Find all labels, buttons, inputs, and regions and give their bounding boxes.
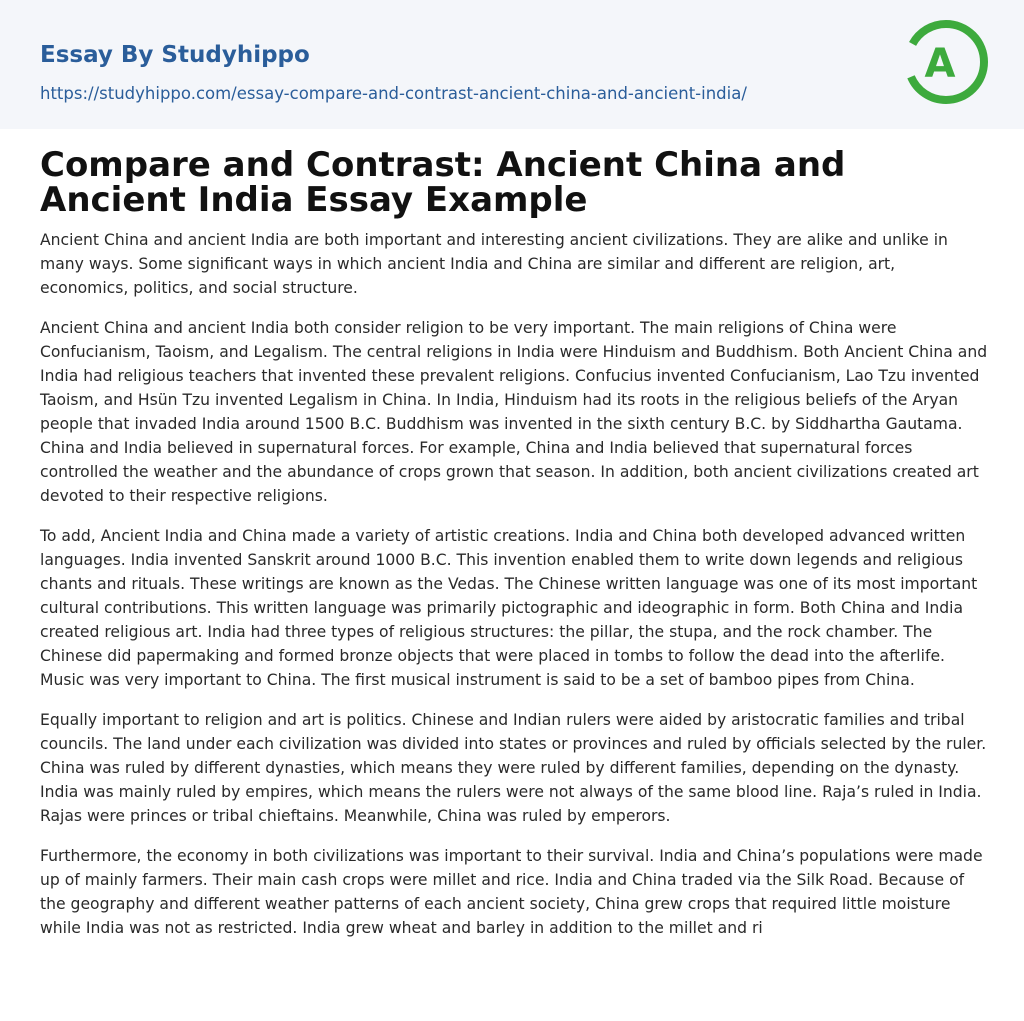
article-title: Compare and Contrast: Ancient China and Ancient India Essay Example (40, 145, 846, 220)
logo-letter: A (924, 41, 956, 87)
article-body (40, 228, 988, 956)
paragraph-economy: Furthermore, the economy in both civilizations was important to their survival. India and China’s populations were made up of mainly farmers. Their main cash crops were millet and rice. India and China traded via the Silk Road. Because of the geography and different weather patterns of each ancient society, China grew crops that required little moisture while India was not as restricted. India grew wheat and barley in addition to the millet and ri (40, 847, 983, 937)
paragraph-politics: Equally important to religion and art is politics. Chinese and Indian rulers were aided by aristocratic families and tribal councils. The land under each civilization was divided into states or provinces and ruled by officials selected by the ruler. China was ruled by different dynasties, which means they were ruled by different families, depending on the dynasty. India was mainly ruled by empires, which means the rulers were not always of the same blood line. Raja’s ruled in India. Rajas were princes or tribal chieftains. Meanwhile, China was ruled by emperors. (40, 711, 987, 825)
paragraph-art: To add, Ancient India and China made a variety of artistic creations. India and China both developed advanced written languages. India invented Sanskrit around 1000 B.C. This invention enabled them to write down legends and religious chants and rituals. These writings are known as the Vedas. The Chinese written language was one of its most important cultural contributions. This written language was primarily pictographic and ideographic in form. Both China and India created religious art. India had three types of religious structures: the pillar, the stupa, and the rock chamber. The Chinese did papermaking and formed bronze objects that were placed in tombs to follow the dead into the afterlife. Music was very important to China. The first musical instrument is said to be a set of bamboo pipes from China. (40, 527, 978, 689)
site-title[interactable]: Essay By Studyhippo (40, 42, 310, 68)
page-url-link[interactable]: https://studyhippo.com/essay-compare-and-contrast-ancient-china-and-ancient-india/ (40, 84, 747, 103)
paragraph-intro: Ancient China and ancient India are both important and interesting ancient civilizations. They are alike and unlike in many ways. Some significant ways in which ancient India and China are similar and different are religion, art, economics, politics, and social structure. (40, 231, 948, 297)
site-header (0, 0, 1024, 129)
paragraph-religion: Ancient China and ancient India both consider religion to be very important. The main religions of China were Confucianism, Taoism, and Legalism. The central religions in India were Hinduism and Buddhism. Both Ancient China and India had religious teachers that invented these prevalent religions. Confucius invented Confucianism, Lao Tzu invented Taoism, and Hsün Tzu invented Legalism in China. In India, Hinduism had its roots in the religious beliefs of the Aryan people that invaded India around 1500 B.C. Buddhism was invented in the sixth century B.C. by Siddhartha Gautama. China and India believed in supernatural forces. For example, China and India believed that supernatural forces controlled the weather and the abundance of crops grown that season. In addition, both ancient civilizations created art devoted to their respective religions. (40, 319, 988, 505)
studyhippo-logo-icon[interactable] (900, 16, 992, 108)
